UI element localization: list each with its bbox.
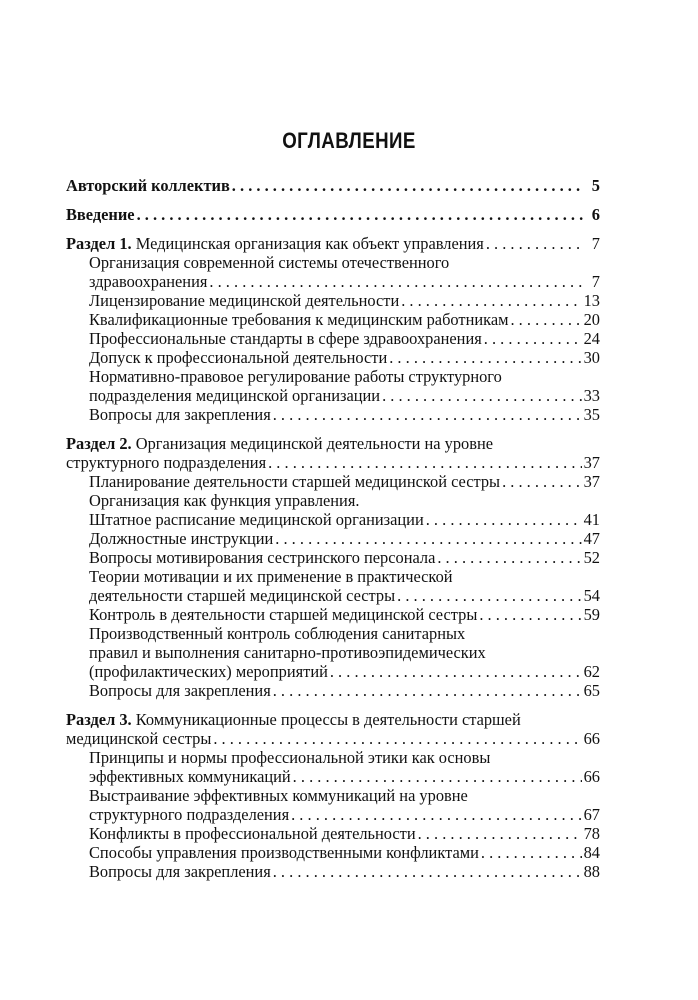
leader-dots [397, 586, 581, 605]
leader-dots [293, 767, 582, 786]
leader-dots [502, 472, 582, 491]
toc-entry-text: Допуск к профессиональной деятельности [89, 348, 388, 367]
toc-entry-text: структурного подразделения [89, 805, 290, 824]
toc-top-entry [66, 205, 600, 224]
toc-entry-text: (профилактических) мероприятий [89, 662, 328, 681]
toc-entry-text: Квалификационные требования к медицинским работникам [89, 310, 509, 329]
leader-dots [481, 843, 582, 862]
leader-dots [273, 405, 582, 424]
toc-entry-text: Профессиональные стандарты в сфере здравоохранения [89, 329, 482, 348]
page-number: 6 [591, 205, 600, 224]
toc-entry-last-line [66, 291, 600, 310]
spacer [66, 195, 600, 205]
toc-entry-text: Вопросы для закрепления [89, 681, 271, 700]
leader-dots [213, 729, 581, 748]
toc-entry-last-line [66, 472, 600, 491]
section-label: Раздел 1. [66, 234, 132, 253]
leader-dots [273, 681, 582, 700]
toc-entry-text: медицинской сестры [66, 729, 212, 748]
toc-entry-text [66, 234, 484, 253]
leader-dots [232, 176, 584, 195]
page-number: 35 [583, 405, 600, 424]
page-number: 65 [583, 681, 600, 700]
leader-dots [484, 329, 582, 348]
page-number: 84 [583, 843, 600, 862]
page-title: ОГЛАВЛЕНИЕ [282, 128, 416, 153]
page-number: 37 [583, 472, 600, 491]
leader-dots [382, 386, 582, 405]
page-number: 13 [583, 291, 600, 310]
toc-entry-text: Авторский коллектив [66, 176, 230, 195]
page-number: 24 [583, 329, 600, 348]
spacer [66, 424, 600, 434]
toc-top-entry [66, 176, 600, 195]
toc-entry-text: деятельности старшей медицинской сестры [89, 586, 396, 605]
toc-entry-last-line [66, 348, 600, 367]
toc-entry-last-line [66, 529, 600, 548]
toc-entry-last-line [66, 329, 600, 348]
toc-entry-last-line [66, 310, 600, 329]
toc-section [66, 434, 600, 700]
page-number: 7 [591, 234, 600, 253]
toc-entry-text: Лицензирование медицинской деятельности [89, 291, 400, 310]
leader-dots [275, 529, 581, 548]
page-number: 33 [583, 386, 600, 405]
page-number: 62 [583, 662, 600, 681]
toc-entry-text: подразделения медицинской организации [89, 386, 381, 405]
page-number: 7 [591, 272, 600, 291]
toc-entry-text: Вопросы для закрепления [89, 862, 271, 881]
leader-dots [418, 824, 582, 843]
toc-entry-last-line [66, 862, 600, 881]
page-number: 52 [583, 548, 600, 567]
page-number: 37 [583, 453, 600, 472]
leader-dots [268, 453, 582, 472]
toc-entry-text: Планирование деятельности старшей медицинской сестры [89, 472, 501, 491]
toc-entry-last-line [66, 729, 600, 748]
page-number: 30 [583, 348, 600, 367]
toc-entry-text: Конфликты в профессиональной деятельности [89, 824, 416, 843]
page-number: 47 [583, 529, 600, 548]
page-number: 78 [583, 824, 600, 843]
page-number: 66 [583, 767, 600, 786]
toc-entry-last-line [66, 272, 600, 291]
toc-entry-last-line [66, 386, 600, 405]
section-title-text: Коммуникационные процессы в деятельности старшей [135, 710, 521, 729]
toc-section [66, 234, 600, 424]
section-title-text: Медицинская организация как объект управления [135, 234, 484, 253]
toc-entry-last-line [66, 405, 600, 424]
toc-entry-last-line [66, 176, 600, 195]
toc-entry-text: структурного подразделения [66, 453, 267, 472]
toc-section [66, 710, 600, 881]
toc-entry-text: эффективных коммуникаций [89, 767, 291, 786]
toc-entry-text: Вопросы для закрепления [89, 405, 271, 424]
toc-entry-text: Способы управления производственными конфликтами [89, 843, 479, 862]
page-number: 54 [583, 586, 600, 605]
toc-entry-line: Производственный контроль соблюдения санитарных [89, 624, 466, 643]
toc-entry-line: Теории мотивации и их применение в практической [89, 567, 453, 586]
toc-entry-text: Введение [66, 205, 135, 224]
toc-entry-last-line [66, 662, 600, 681]
leader-dots [486, 234, 584, 253]
toc-entry-last-line [66, 586, 600, 605]
page-number: 5 [591, 176, 600, 195]
leader-dots [209, 272, 584, 291]
toc-entry-last-line [66, 453, 600, 472]
page-number: 67 [583, 805, 600, 824]
page-number: 41 [583, 510, 600, 529]
toc-entry-last-line [66, 205, 600, 224]
toc-entry-text: Вопросы мотивирования сестринского персонала [89, 548, 436, 567]
leader-dots [510, 310, 581, 329]
table-of-contents [66, 176, 600, 881]
leader-dots [479, 605, 581, 624]
section-label: Раздел 3. [66, 710, 132, 729]
toc-entry-last-line [66, 843, 600, 862]
toc-entry-last-line [66, 805, 600, 824]
spacer [66, 224, 600, 234]
toc-entry-last-line [66, 605, 600, 624]
leader-dots [401, 291, 581, 310]
toc-entry-text: здравоохранения [89, 272, 208, 291]
toc-entry-line: правил и выполнения санитарно-противоэпидемических [89, 643, 486, 662]
toc-entry-last-line [66, 767, 600, 786]
toc-entry-line [66, 710, 600, 729]
leader-dots [437, 548, 581, 567]
toc-entry-last-line [66, 824, 600, 843]
toc-entry-line: Нормативно-правовое регулирование работы структурного [89, 367, 502, 386]
section-title-text: Организация медицинской деятельности на уровне [135, 434, 494, 453]
toc-entry-line: Выстраивание эффективных коммуникаций на уровне [89, 786, 468, 805]
page-number: 20 [583, 310, 600, 329]
leader-dots [273, 862, 582, 881]
toc-entry-line [66, 434, 600, 453]
page-number: 88 [583, 862, 600, 881]
leader-dots [137, 205, 584, 224]
toc-entry-last-line [66, 548, 600, 567]
leader-dots [291, 805, 582, 824]
page-number: 59 [583, 605, 600, 624]
leader-dots [389, 348, 581, 367]
leader-dots [426, 510, 582, 529]
toc-entry-last-line [66, 510, 600, 529]
page-number: 66 [583, 729, 600, 748]
toc-entry-line: Принципы и нормы профессиональной этики как основы [89, 748, 491, 767]
toc-entry-last-line [66, 234, 600, 253]
toc-entry-text: Штатное расписание медицинской организации [89, 510, 424, 529]
toc-entry-line: Организация современной системы отечественного [89, 253, 450, 272]
toc-entry-line: Организация как функция управления. [89, 491, 360, 510]
leader-dots [330, 662, 582, 681]
toc-entry-last-line [66, 681, 600, 700]
toc-entry-text: Контроль в деятельности старшей медицинской сестры [89, 605, 478, 624]
spacer [66, 700, 600, 710]
toc-entry-text: Должностные инструкции [89, 529, 274, 548]
section-label: Раздел 2. [66, 434, 132, 453]
